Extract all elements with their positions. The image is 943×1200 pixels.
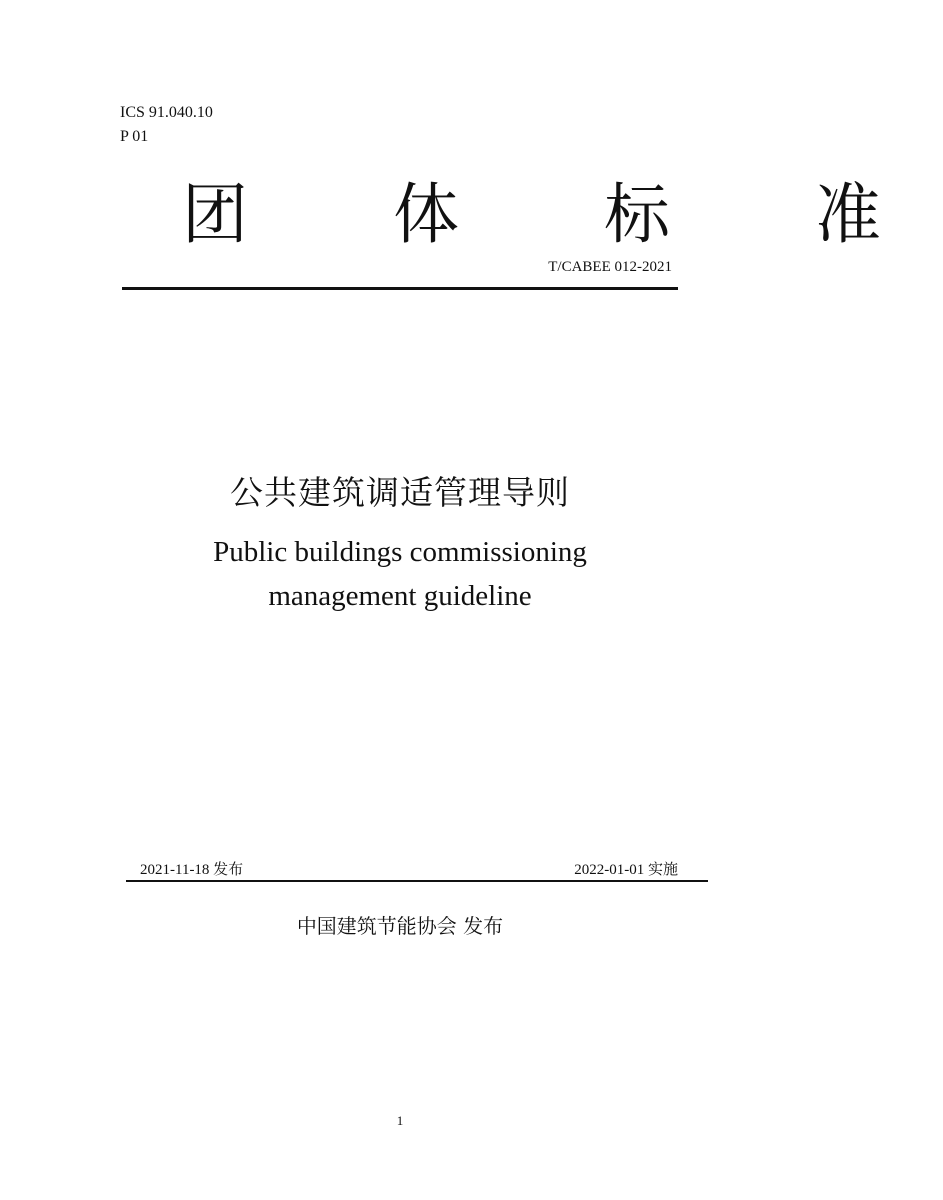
ics-code: ICS 91.040.10 [120,104,213,121]
top-divider [122,287,678,290]
bottom-divider [126,880,708,882]
page-number: 1 [396,1113,404,1128]
document-title-en: Public buildings commissioning management guideline [213,536,587,612]
publisher: 中国建筑节能协会 发布 [296,914,504,938]
issue-date: 2021-11-18 发布 [140,862,244,878]
ccs-code: P 01 [120,128,149,145]
implementation-date: 2022-01-01 实施 [574,862,678,878]
document-title-cn: 公共建筑调适管理导则 [230,473,570,512]
standard-category-title: 团 体 标 准 [182,176,943,253]
standard-number: T/CABEE 012-2021 [548,259,672,275]
